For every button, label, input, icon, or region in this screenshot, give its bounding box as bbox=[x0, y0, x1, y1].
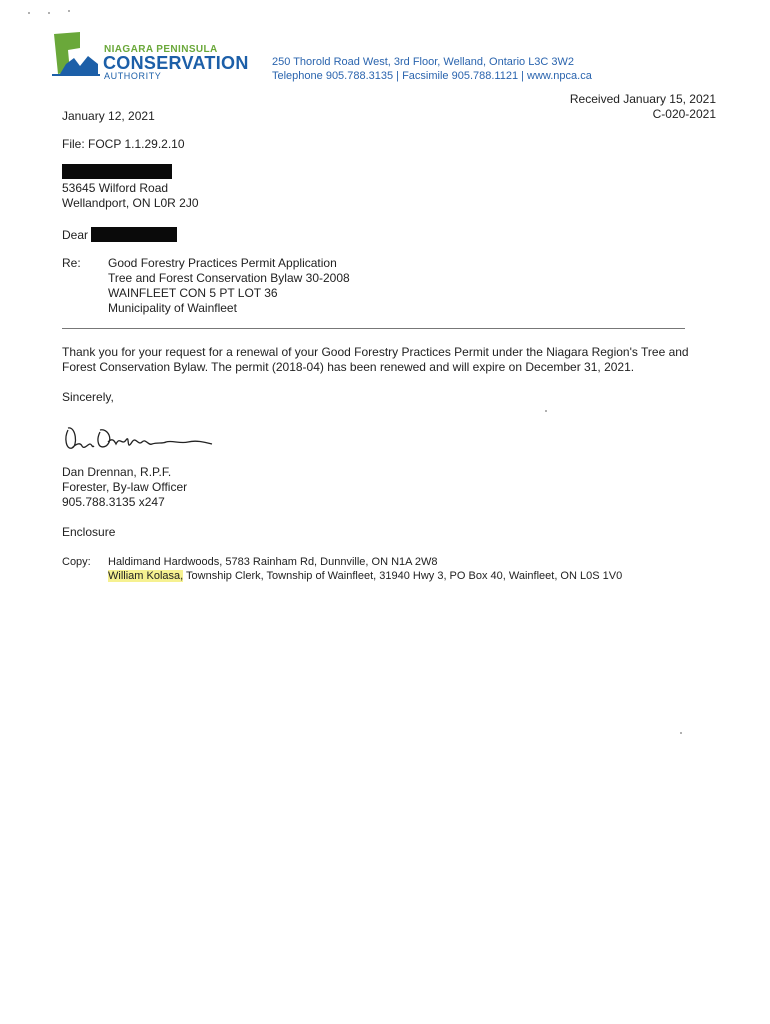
file-number: File: FOCP 1.1.29.2.10 bbox=[62, 137, 185, 151]
signer-name: Dan Drennan, R.P.F. bbox=[62, 465, 172, 479]
scan-speck bbox=[48, 12, 50, 14]
scan-speck bbox=[68, 10, 70, 12]
salutation: Dear bbox=[62, 228, 89, 242]
copy-recipient bbox=[108, 569, 622, 583]
letterhead-address: 250 Thorold Road West, 3rd Floor, Welland, Ontario L3C 3W2 bbox=[272, 56, 575, 68]
copy-recipients bbox=[108, 555, 622, 583]
signer-title: Forester, By-law Officer bbox=[62, 480, 188, 494]
re-label: Re: bbox=[62, 256, 81, 270]
re-line: Good Forestry Practices Permit Application bbox=[108, 256, 337, 270]
enclosure-note: Enclosure bbox=[62, 525, 116, 539]
re-line: Municipality of Wainfleet bbox=[108, 301, 237, 315]
org-name-line3: AUTHORITY bbox=[104, 71, 162, 81]
letter-date: January 12, 2021 bbox=[62, 109, 155, 123]
signer-phone: 905.788.3135 x247 bbox=[62, 495, 165, 509]
body-paragraph: Thank you for your request for a renewal of your Good Forestry Practices Permit under the Niagara Region's Tree and Forest Conservation Bylaw. The permit (2018-04) has been renewed and will expire on December 31, 2021. bbox=[62, 345, 689, 374]
reference-number: C-020-2021 bbox=[652, 107, 716, 121]
letterhead-contact: Telephone 905.788.3135 | Facsimile 905.788.1121 | www.npca.ca bbox=[272, 70, 592, 82]
received-date: Received January 15, 2021 bbox=[569, 92, 716, 106]
closing: Sincerely, bbox=[62, 390, 114, 404]
copy-recipient: Haldimand Hardwoods, 5783 Rainham Rd, Dunnville, ON N1A 2W8 bbox=[108, 556, 438, 568]
re-subject bbox=[108, 256, 350, 316]
redacted-recipient-name bbox=[62, 164, 172, 179]
recipient-street: 53645 Wilford Road bbox=[62, 181, 169, 195]
org-name-line1: NIAGARA PENINSULA bbox=[104, 44, 218, 55]
signature bbox=[62, 418, 222, 460]
re-line: WAINFLEET CON 5 PT LOT 36 bbox=[108, 286, 278, 300]
signer-block bbox=[62, 465, 187, 510]
recipient-city: Wellandport, ON L0R 2J0 bbox=[62, 196, 199, 210]
scan-speck bbox=[545, 410, 547, 412]
org-name-line2: CONSERVATION bbox=[103, 53, 249, 73]
redacted-salutation-name bbox=[91, 227, 177, 242]
scan-speck bbox=[680, 732, 682, 734]
re-line: Tree and Forest Conservation Bylaw 30-2008 bbox=[108, 271, 350, 285]
divider bbox=[62, 328, 685, 329]
highlighted-name: William Kolasa, bbox=[108, 570, 184, 582]
copy-label: Copy: bbox=[62, 556, 91, 568]
npca-logo-icon bbox=[50, 28, 102, 80]
received-stamp bbox=[570, 92, 716, 122]
copy-recipient-rest: Township Clerk, Township of Wainfleet, 31940 Hwy 3, PO Box 40, Wainfleet, ON L0S 1V0 bbox=[183, 570, 623, 582]
scan-speck bbox=[28, 12, 30, 14]
